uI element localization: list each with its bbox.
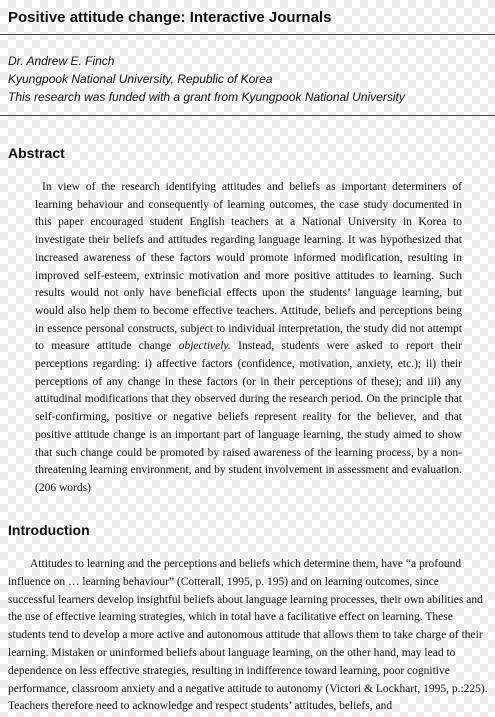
author-divider <box>0 115 495 116</box>
abstract-heading: Abstract <box>8 145 65 161</box>
introduction-body <box>8 556 488 716</box>
abstract-body <box>35 179 462 498</box>
abstract-text-part2: Instead, students were asked to report their perceptions regarding: i) affective factors (confidence, motivation, anxiety, etc.); ii) their perceptions of any change in these factors (or in their perceptions of these); and iii) any attitudinal modifications that they observed during the research period. On the principle that self-confirming, positive or negative beliefs represent reality for the believer, and that positive attitude change is an important part of language learning, the study aimed to show that such change could be promoted by raised awareness of the learning process, by a non-threatening learning environment, and by student involvement in assessment and evaluation. (206 words) <box>35 340 462 494</box>
document-title: Positive attitude change: Interactive Journals <box>8 9 332 26</box>
author-name: Dr. Andrew E. Finch <box>8 54 115 68</box>
funding-note: This research was funded with a grant from Kyungpook National University <box>8 90 405 104</box>
abstract-paragraph <box>35 179 462 498</box>
abstract-text-part1: In view of the research identifying attitudes and beliefs as important determiners of learning behaviour and consequently of learning outcomes, the case study documented in this paper encouraged student English teachers at a National University in Korea to investigate their beliefs and attitudes regarding language learning. It was hypothesized that increased awareness of these factors would promote informed modification, resulting in improved self-esteem, extrinsic motivation and more positive attitudes to learning. Such results would not only have beneficial effects upon the students’ language learning, but would also help them to become effective teachers. Attitude, beliefs and perceptions being in essence personal constructs, subject to individual interpretation, the study did not attempt to measure attitude change <box>35 181 462 353</box>
introduction-heading: Introduction <box>8 522 90 538</box>
title-divider <box>0 34 495 35</box>
introduction-paragraph: Attitudes to learning and the perceptions and beliefs which determine them, have “a profound influence on … learning behaviour” (Cotterall, 1995, p. 195) and on learning outcomes, since successful learners develop insightful beliefs about language learning processes, their own abilities and the use of effective learning strategies, which in total have a facilitative effect on learning. These students tend to develop a more active and autonomous attitude that allows them to take charge of their learning. Mistaken or uninformed beliefs about language learning, on the other hand, may lead to dependence on less effective strategies, resulting in indifference toward learning, poor cognitive performance, classroom anxiety and a negative attitude to autonomy (Victori & Lockhart, 1995, p.:225). Teachers therefore need to acknowledge and respect students’ attitudes, beliefs, and <box>8 558 488 713</box>
author-affiliation: Kyungpook National University, Republic of Korea <box>8 72 273 86</box>
abstract-emphasis: objectively. <box>178 340 231 353</box>
